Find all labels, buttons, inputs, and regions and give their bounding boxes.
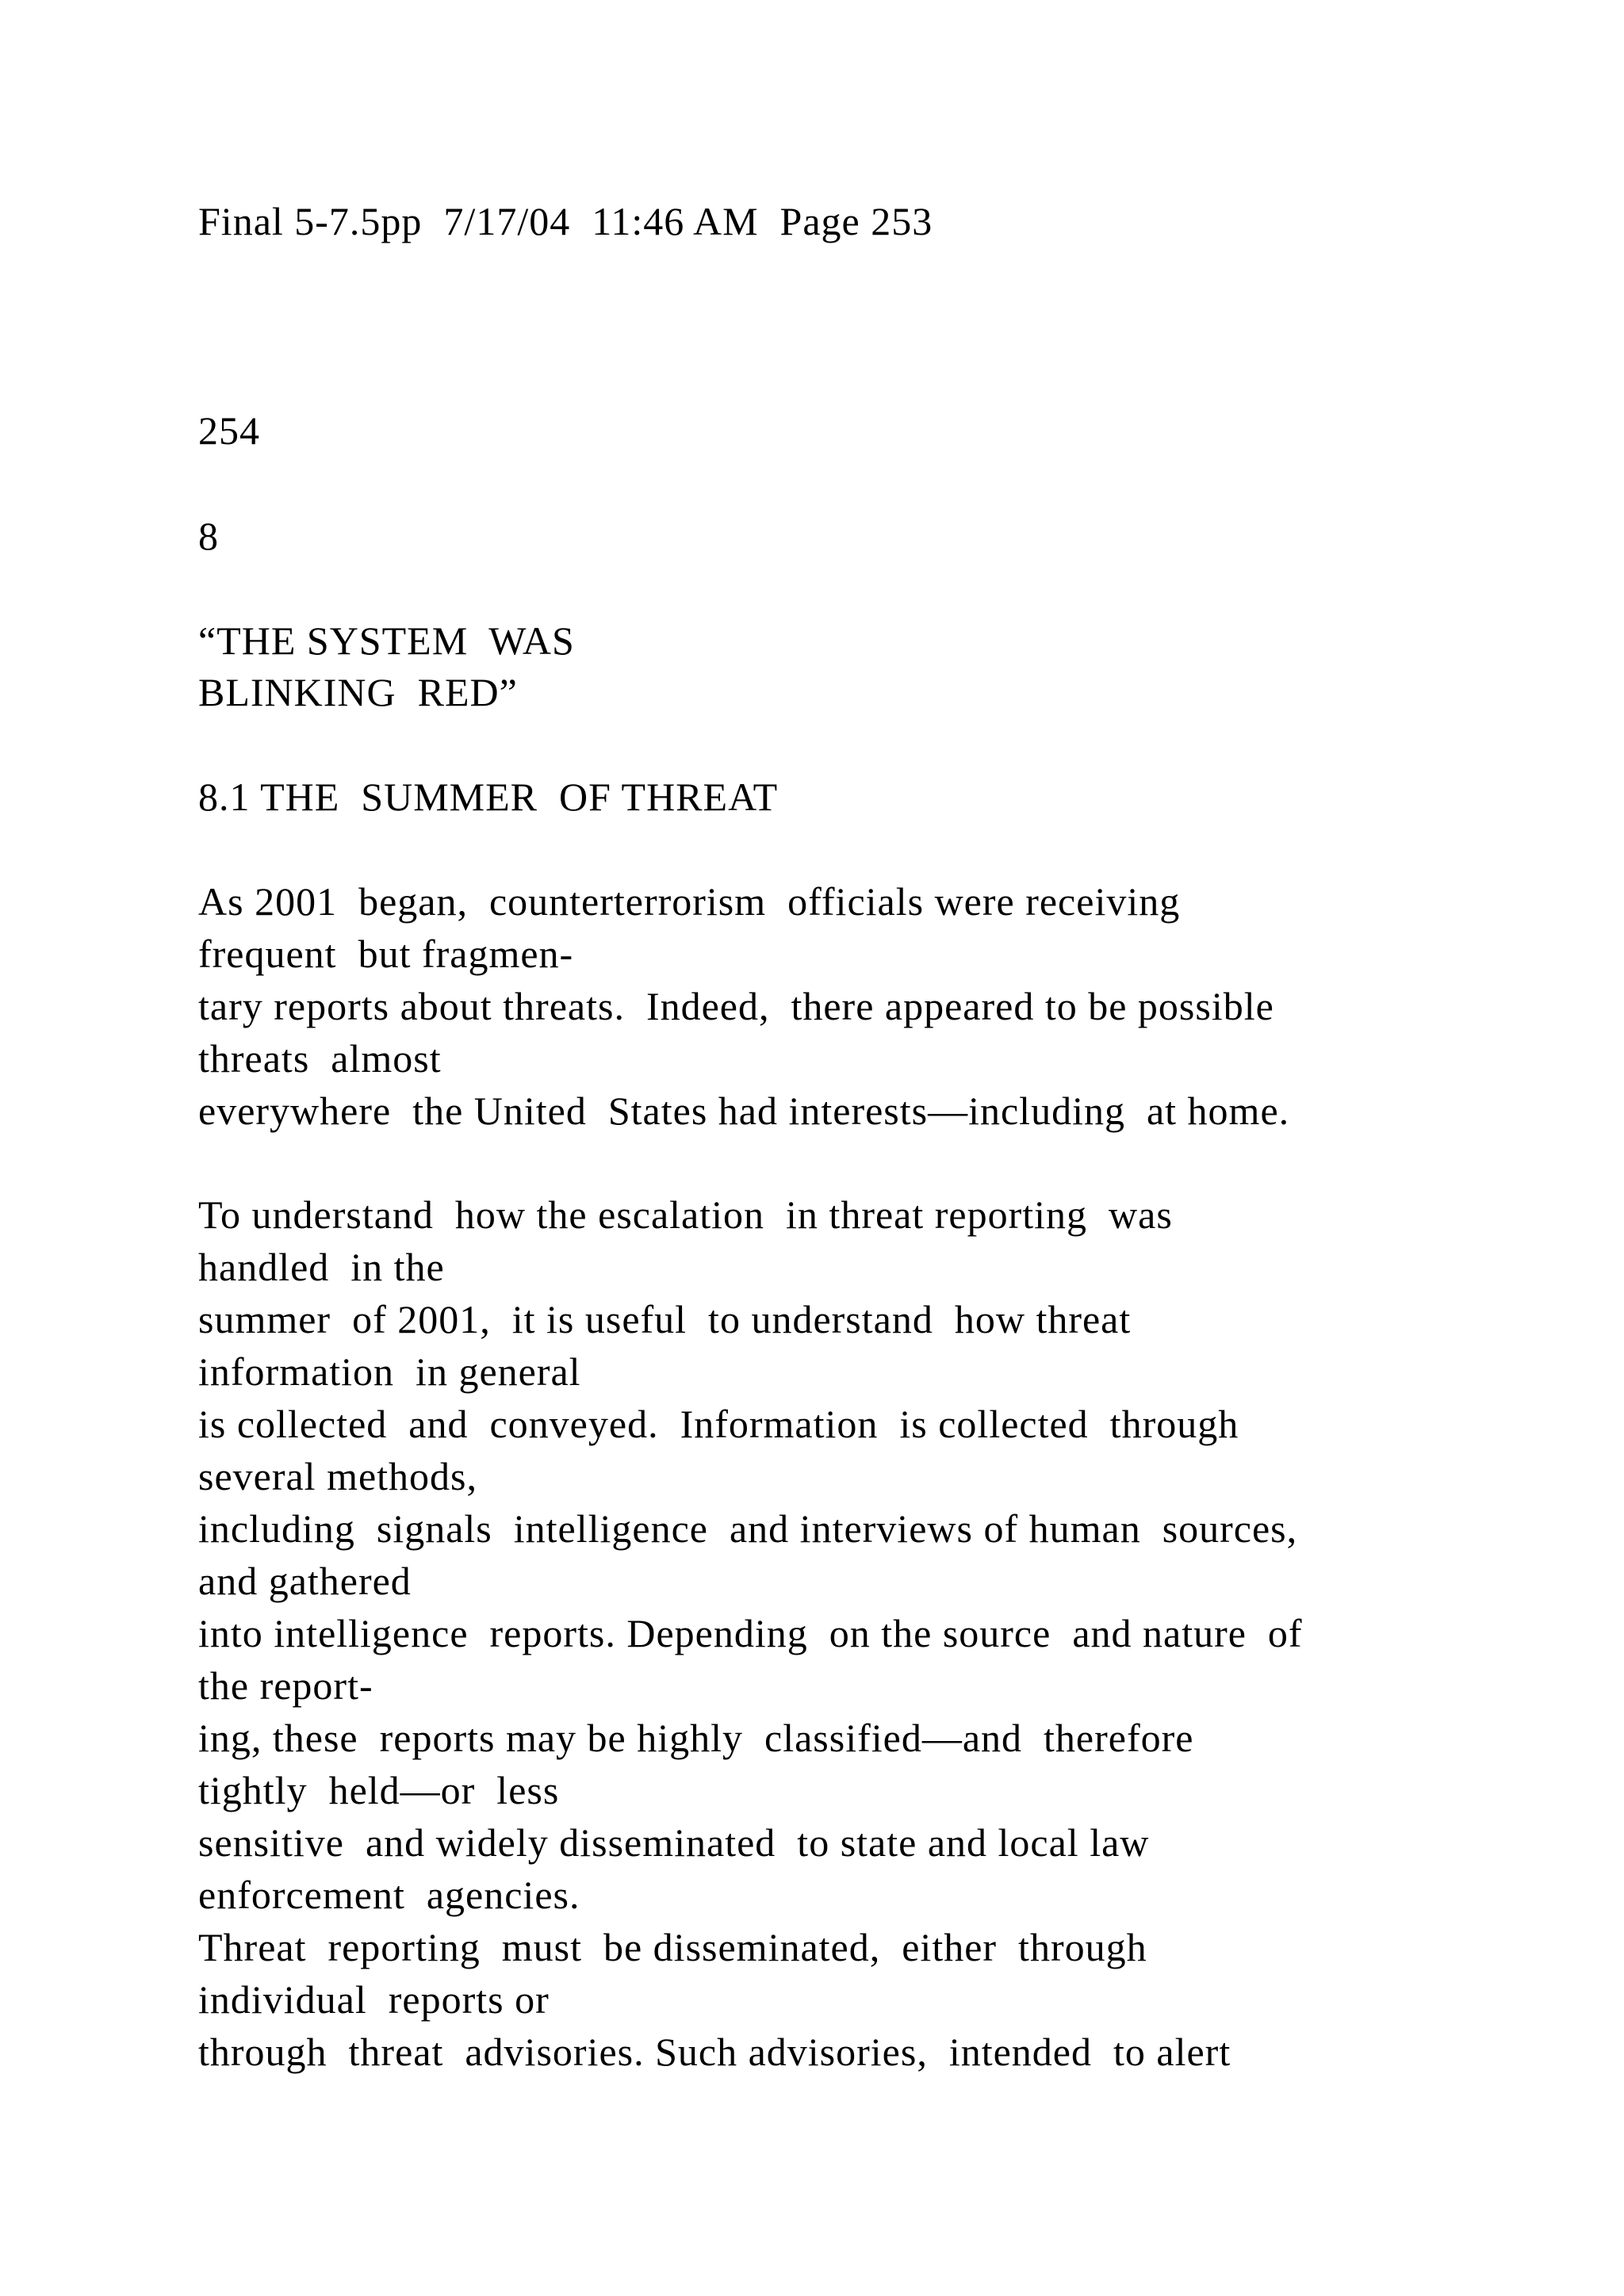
text-line: everywhere the United States had interests—including at home. [198,1089,1290,1133]
text-line: ing, these reports may be highly classified—and therefore [198,1716,1194,1760]
text-line: As 2001 began, counterterrorism officials were receiving [198,879,1181,924]
text-line: into intelligence reports. Depending on the source and nature of [198,1611,1303,1655]
text-line: individual reports or [198,1977,550,2022]
text-line: the report- [198,1663,373,1708]
chapter-title-line: “THE SYSTEM WAS [198,618,575,663]
text-line: Threat reporting must be disseminated, either through [198,1925,1147,1969]
text-line: To understand how the escalation in threat reporting was [198,1192,1173,1237]
text-line: and gathered [198,1559,412,1603]
text-line: sensitive and widely disseminated to state and local law [198,1820,1150,1865]
text-line: tightly held—or less [198,1768,560,1812]
text-line: tary reports about threats. Indeed, there appeared to be possible [198,984,1274,1028]
text-line: including signals intelligence and interviews of human sources, [198,1506,1298,1551]
chapter-title-line: BLINKING RED” [198,670,518,714]
text-line: is collected and conveyed. Information is collected through [198,1402,1239,1446]
text-line: threats almost [198,1036,442,1081]
text-line: handled in the [198,1245,445,1289]
running-header: Final 5-7.5pp 7/17/04 11:46 AM Page 253 [198,199,933,243]
section-heading: 8.1 THE SUMMER OF THREAT [198,775,779,819]
text-line: summer of 2001, it is useful to understand how threat [198,1297,1132,1341]
text-line: several methods, [198,1454,478,1498]
text-line: enforcement agencies. [198,1873,580,1917]
chapter-number: 8 [198,514,219,558]
text-line: information in general [198,1349,581,1394]
text-line: frequent but fragmen- [198,932,574,976]
text-line: through threat advisories. Such advisories, intended to alert [198,2030,1231,2074]
page-number: 254 [198,408,260,453]
